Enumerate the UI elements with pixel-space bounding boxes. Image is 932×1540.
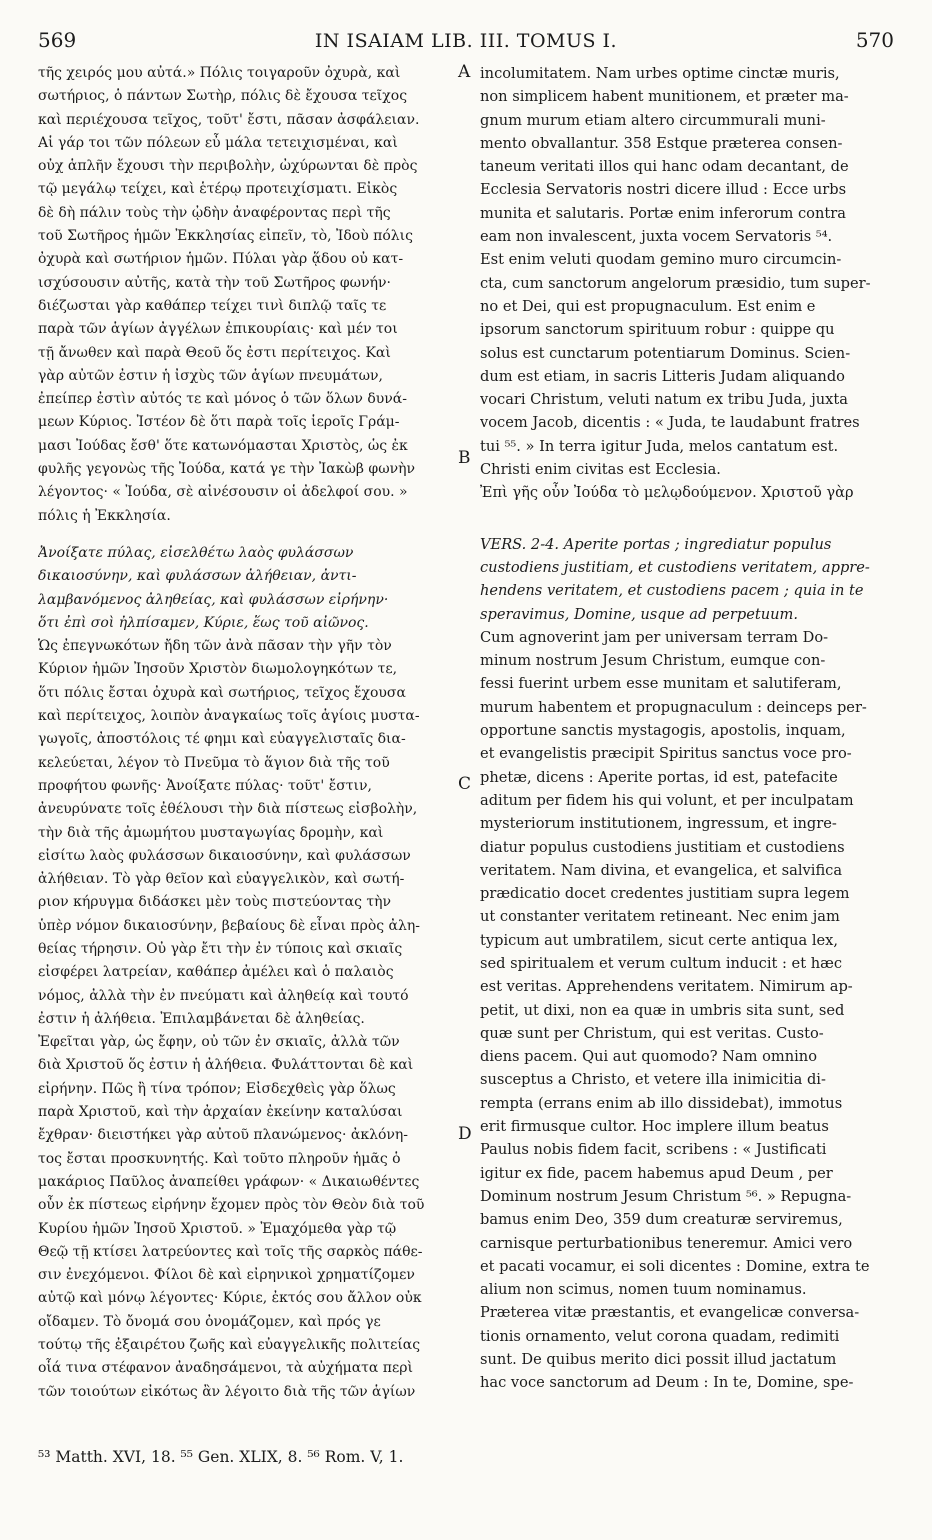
latin-line: alium non scimus, nomen tuum nominamus. [480,1281,807,1299]
latin-line: munita et salutaris. Portæ enim inferorum contra [480,204,846,222]
greek-line: ριον κήρυγμα διδάσκει μὲν τοὺς πιστεύοντας τὴν [38,894,392,911]
latin-line: fessi fuerint urbem esse munitam et salutiferam, [480,675,842,693]
marker-b: B [458,448,471,468]
latin-line: custodiens justitiam, et custodiens veritatem, appre- [480,558,870,576]
greek-line: μεων Κύριος. Ἰστέον δὲ ὅτι παρὰ τοῖς ἱεροῖς Γράμ- [38,414,400,431]
latin-line: vocem Jacob, dicentis : « Juda, te laudabunt fratres [480,414,860,432]
latin-line: prædicatio docet credentes justitiam supra legem [480,885,850,903]
greek-line: Θεῷ τῇ κτίσει λατρεύοντες καὶ τοῖς τῆς σαρκὸς πάθε- [38,1243,423,1260]
greek-line: Κύριον ἡμῶν Ἰησοῦν Χριστὸν διωμολογηκότων τε, [38,661,398,678]
greek-line: μακάριος Παῦλος ἀναπείθει γράφων· « Δικαιωθέντες [38,1173,420,1190]
greek-line: Ἐφεῖται γὰρ, ὡς ἔφην, οὐ τῶν ἐν σκιαῖς, ἀλλὰ τῶν [38,1034,400,1051]
latin-line: Præterea vitæ præstantis, et evangelicæ conversa- [480,1304,860,1322]
running-title: IN ISAIAM LIB. III. TOMUS I. [314,30,618,52]
latin-line: tionis ornamento, velut corona quadam, redimiti [480,1327,840,1345]
latin-line: sunt. De quibus merito dici possit illud jactatum [480,1351,837,1369]
latin-line: carnisque perturbationibus teneremur. Amici vero [480,1234,853,1252]
greek-column [38,62,458,1404]
greek-line: λέγοντος· « Ἰούδα, σὲ αἰνέσουσιν οἱ ἀδελφοί σου. » [38,484,408,501]
latin-line: ipsorum sanctorum spirituum robur : quippe qu [480,321,835,339]
greek-line: ὀχυρὰ καὶ σωτήριον ἡμῶν. Πύλαι γὰρ ᾅδου οὐ κατ- [38,251,404,268]
latin-line: vocari Christum, veluti natum ex tribu Juda, juxta [480,391,848,409]
greek-line: φυλῆς γεγονὼς τῆς Ἰούδα, κατά γε τὴν Ἰακὼβ φωνὴν [38,461,416,478]
latin-line: minum nostrum Jesum Christum, eumque con- [480,652,826,670]
latin-line: Ἐπὶ γῆς οὖν Ἰούδα τὸ μελῳδούμενον. Χριστοῦ γὰρ [480,484,854,502]
greek-line: Ἀνοίξατε πύλας, εἰσελθέτω λαὸς φυλάσσων [38,544,354,561]
latin-line: diens pacem. Qui aut quomodo? Nam omnino [480,1048,817,1066]
greek-line: Ὡς ἐπεγνωκότων ἤδη τῶν ἀνὰ πᾶσαν τὴν γῆν τὸν [38,638,392,655]
greek-line: τοῦ Σωτῆρος ἡμῶν Ἐκκλησίας εἰπεῖν, τὸ, Ἰδοὺ πόλις [38,228,414,245]
greek-line: οὐχ ἁπλῆν ἔχουσι τὴν περιβολὴν, ὠχύρωνται δὲ πρὸς [38,158,418,175]
latin-line: bamus enim Deo, 359 dum creaturæ serviremus, [480,1211,843,1229]
page-number-right: 570 [855,28,894,52]
latin-line: erit firmusque cultor. Hoc implere illum beatus [480,1118,829,1136]
greek-line: οὖν ἐκ πίστεως εἰρήνην ἔχομεν πρὸς τὸν Θεὸν διὰ τοῦ [38,1197,425,1214]
greek-line: πόλις ἡ Ἐκκλησία. [38,507,171,524]
latin-line: Dominum nostrum Jesum Christum ⁵⁶. » Repugna- [480,1187,852,1205]
latin-line: Ecclesia Servatoris nostri dicere illud : Ecce urbs [480,181,847,199]
greek-line: λαμβανόμενος ἀληθείας, καὶ φυλάσσων εἰρήνην· [38,591,389,608]
latin-line: veritatem. Nam divina, et evangelica, et salvifica [480,861,843,879]
greek-line: μασι Ἰούδας ἔσθ' ὅτε κατωνόμασται Χριστὸς, ὡς ἐκ [38,437,408,454]
greek-line: τῷ μεγάλῳ τείχει, καὶ ἑτέρῳ προτειχίσματι. Εἰκὸς [38,181,398,198]
greek-line: δὲ δὴ πάλιν τοὺς τὴν ᾠδὴν ἀναφέροντας περὶ τῆς [38,204,391,221]
greek-line: ὅτι πόλις ἔσται ὀχυρὰ καὶ σωτήριος, τεῖχος ἔχουσα [38,684,406,701]
latin-line: est veritas. Apprehendens veritatem. Nimirum ap- [480,978,853,996]
greek-line: παρὰ Χριστοῦ, καὶ τὴν ἀρχαίαν ἐκείνην καταλύσαι [38,1104,403,1121]
marker-a: A [458,62,471,82]
latin-line: dum est etiam, in sacris Litteris Judam aliquando [480,367,845,385]
latin-line: sed spiritualem et verum cultum inducit : et hæc [480,954,842,972]
greek-line: ἐπείπερ ἐστὶν αὐτός τε καὶ μόνος ὁ τῶν ὅλων δυνά- [38,391,407,408]
page-number-left: 569 [38,28,77,52]
greek-line: σωτήριος, ὁ πάντων Σωτὴρ, πόλις δὲ ἔχουσα τεῖχος [38,88,408,105]
latin-line: taneum veritati illos qui hanc odam decantant, de [480,158,849,176]
latin-line: hac voce sanctorum ad Deum : In te, Domine, spe- [480,1374,854,1392]
greek-line: προφήτου φωνῆς· Ἀνοίξατε πύλας· τοῦτ' ἔστιν, [38,777,372,794]
greek-line: καὶ περίτειχος, λοιπὸν ἀναγκαίως τοῖς ἁγίοις μυστα- [38,708,420,725]
greek-line: οἴδαμεν. Τὸ ὄνομά σου ὀνομάζομεν, καὶ πρός γε [38,1313,381,1330]
greek-line: γωγοῖς, ἀποστόλοις τέ φημι καὶ εὐαγγελισταῖς δια- [38,731,406,748]
greek-line: διέζωσται γὰρ καθάπερ τείχει τινὶ διπλῷ ταῖς τε [38,297,387,314]
latin-line: quæ sunt per Christum, qui est veritas. Custo- [480,1024,824,1042]
greek-line: κελεύεται, λέγον τὸ Πνεῦμα τὸ ἅγιον διὰ τῆς τοῦ [38,754,390,771]
marker-c: C [458,774,472,794]
greek-line: ὅτι ἐπὶ σοὶ ἠλπίσαμεν, Κύριε, ἕως τοῦ αἰῶνος. [38,614,369,631]
greek-line: ἐστιν ἡ ἀλήθεια. Ἐπιλαμβάνεται δὲ ἀληθείας. [38,1010,365,1027]
latin-line: ut constanter veritatem retineant. Nec enim jam [480,908,840,926]
latin-line: phetæ, dicens : Aperite portas, id est, patefacite [480,768,838,786]
greek-line: διὰ Χριστοῦ ὅς ἐστιν ἡ ἀλήθεια. Φυλάττονται δὲ καὶ [38,1057,414,1074]
latin-line: incolumitatem. Nam urbes optime cinctæ muris, [480,65,840,82]
greek-line: Αἱ γάρ τοι τῶν πόλεων εὖ μάλα τετειχισμέναι, καὶ [38,134,398,151]
latin-line [480,519,898,533]
greek-line: τῆς χειρός μου αὐτά.» Πόλις τοιγαροῦν ὀχυρὰ, καὶ [38,65,401,81]
greek-line: τῶν τοιούτων εἰκότως ἂν λέγοιτο διὰ τῆς τῶν ἁγίων [38,1383,416,1400]
footnotes: ⁵³ Matth. XVI, 18. ⁵⁵ Gen. XLIX, 8. ⁵⁶ Rom. V, 1. [38,1448,404,1466]
greek-line: εἰσίτω λαὸς φυλάσσων δικαιοσύνην, καὶ φυλάσσων [38,847,411,864]
greek-line: καὶ περιέχουσα τεῖχος, τοῦτ' ἔστι, πᾶσαν ἀσφάλειαν. [38,111,420,128]
greek-line: τὴν διὰ τῆς ἀμωμήτου μυσταγωγίας δρομὴν, καὶ [38,824,384,841]
latin-line: eam non invalescent, juxta vocem Servatoris ⁵⁴. [480,228,833,246]
running-header [0,20,932,60]
latin-line: solus est cunctarum potentiarum Dominus. Scien- [480,344,851,362]
latin-line: et evangelistis præcipit Spiritus sanctus voce pro- [480,745,852,763]
greek-line: παρὰ τῶν ἁγίων ἀγγέλων ἐπικουρίαις· καὶ μέν τοι [38,321,398,338]
greek-line: Κυρίου ἡμῶν Ἰησοῦ Χριστοῦ. » Ἐμαχόμεθα γὰρ τῷ [38,1220,397,1237]
greek-line: θείας τήρησιν. Οὐ γὰρ ἔτι τὴν ἐν τύποις καὶ σκιαῖς [38,940,403,957]
greek-line: αὐτῷ καὶ μόνῳ λέγοντες· Κύριε, ἐκτός σου ἄλλον οὐκ [38,1290,422,1307]
greek-line: τος ἔσται προσκυνητής. Καὶ τοῦτο πληροῦν ἡμᾶς ὁ [38,1150,401,1167]
latin-line: Paulus nobis fidem facit, scribens : « Justificati [480,1141,827,1159]
latin-line: aditum per fidem his qui volunt, et per inculpatam [480,791,854,809]
latin-line: typicum aut umbratilem, sicut certe antiqua lex, [480,931,839,949]
greek-line: νόμος, ἀλλὰ τὴν ἐν πνεύματι καὶ ἀληθείᾳ καὶ τουτό [38,987,409,1004]
latin-line: Est enim veluti quodam gemino muro circumcin- [480,251,842,269]
latin-line: et pacati vocamur, ei soli dicentes : Domine, extra te [480,1257,870,1275]
greek-line: σιν ἐνεχόμενοι. Φίλοι δὲ καὶ εἰρηνικοὶ χρηματίζομεν [38,1267,415,1284]
greek-line: εἰρήνην. Πῶς ἢ τίνα τρόπον; Εἰσδεχθεὶς γὰρ ὅλως [38,1080,396,1097]
latin-line: tui ⁵⁵. » In terra igitur Juda, melos cantatum est. [480,437,839,455]
latin-line: rempta (errans enim ab illo dissidebat), immotus [480,1094,843,1112]
latin-line: Cum agnoverint jam per universam terram Do- [480,628,829,646]
latin-line: speravimus, Domine, usque ad perpetuum. [480,605,799,623]
latin-line: no et Dei, qui est propugnaculum. Est enim e [480,297,816,315]
latin-line: opportune sanctis mystagogis, apostolis, inquam, [480,722,846,740]
latin-line: non simplicem habent munitionem, et præter ma- [480,88,849,106]
greek-line: ισχύσουσιν αὐτῆς, κατὰ τὴν τοῦ Σωτῆρος φωνήν· [38,274,391,291]
greek-line: ἀλήθειαν. Τὸ γὰρ θεῖον καὶ εὐαγγελικὸν, καὶ σωτή- [38,871,405,888]
greek-line: τῇ ἄνωθεν καὶ παρὰ Θεοῦ ὅς ἐστι περίτειχος. Καὶ [38,344,391,361]
latin-line: mento obvallantur. 358 Estque præterea consen- [480,134,843,152]
latin-line: igitur ex fide, pacem habemus apud Deum , per [480,1164,833,1182]
marker-d: D [458,1124,472,1144]
latin-column [480,62,898,1395]
latin-line: cta, cum sanctorum angelorum præsidio, tum super- [480,274,871,292]
latin-line: hendens veritatem, et custodiens pacem ; quia in te [480,582,864,600]
latin-line: mysteriorum institutionem, ingressum, et ingre- [480,815,837,833]
greek-line: δικαιοσύνην, καὶ φυλάσσων ἀλήθειαν, ἀντι- [38,568,357,585]
latin-line: murum habentem et propugnaculum : deinceps per- [480,698,867,716]
greek-line: ἔχθραν· διειστήκει γὰρ αὐτοῦ πλανώμενος· ἀκλόνη- [38,1127,409,1144]
latin-line: gnum murum etiam altero circummurali muni- [480,111,826,129]
greek-line: ἀνευρύνατε τοῖς ἐθέλουσι τὴν διὰ πίστεως εἰσβολὴν, [38,801,418,818]
greek-line: γὰρ αὐτῶν ἐστιν ἡ ἰσχὺς τῶν ἁγίων πνευμάτων, [38,367,383,384]
greek-line: τούτῳ τῆς ἐξαιρέτου ζωῆς καὶ εὐαγγελικῆς πολιτείας [38,1337,421,1354]
greek-line: οἷά τινα στέφανον ἀναδησάμενοι, τὰ αὐχήματα περὶ [38,1360,413,1377]
latin-line: VERS. 2-4. Aperite portas ; ingrediatur populus [480,535,832,553]
latin-line: Christi enim civitas est Ecclesia. [480,461,721,479]
latin-line: susceptus a Christo, et vetere illa inimicitia di- [480,1071,826,1089]
greek-line: εἰσφέρει λατρείαν, καθάπερ ἀμέλει καὶ ὁ παλαιὸς [38,964,394,981]
latin-line [480,505,898,519]
greek-line [38,528,458,542]
latin-line: petit, ut dixi, non ea quæ in umbris sita sunt, sed [480,1001,845,1019]
greek-line: ὑπὲρ νόμον δικαιοσύνην, βεβαίους δὲ εἶναι πρὸς ἀλη- [38,917,420,934]
latin-line: diatur populus custodiens justitiam et custodiens [480,838,845,856]
